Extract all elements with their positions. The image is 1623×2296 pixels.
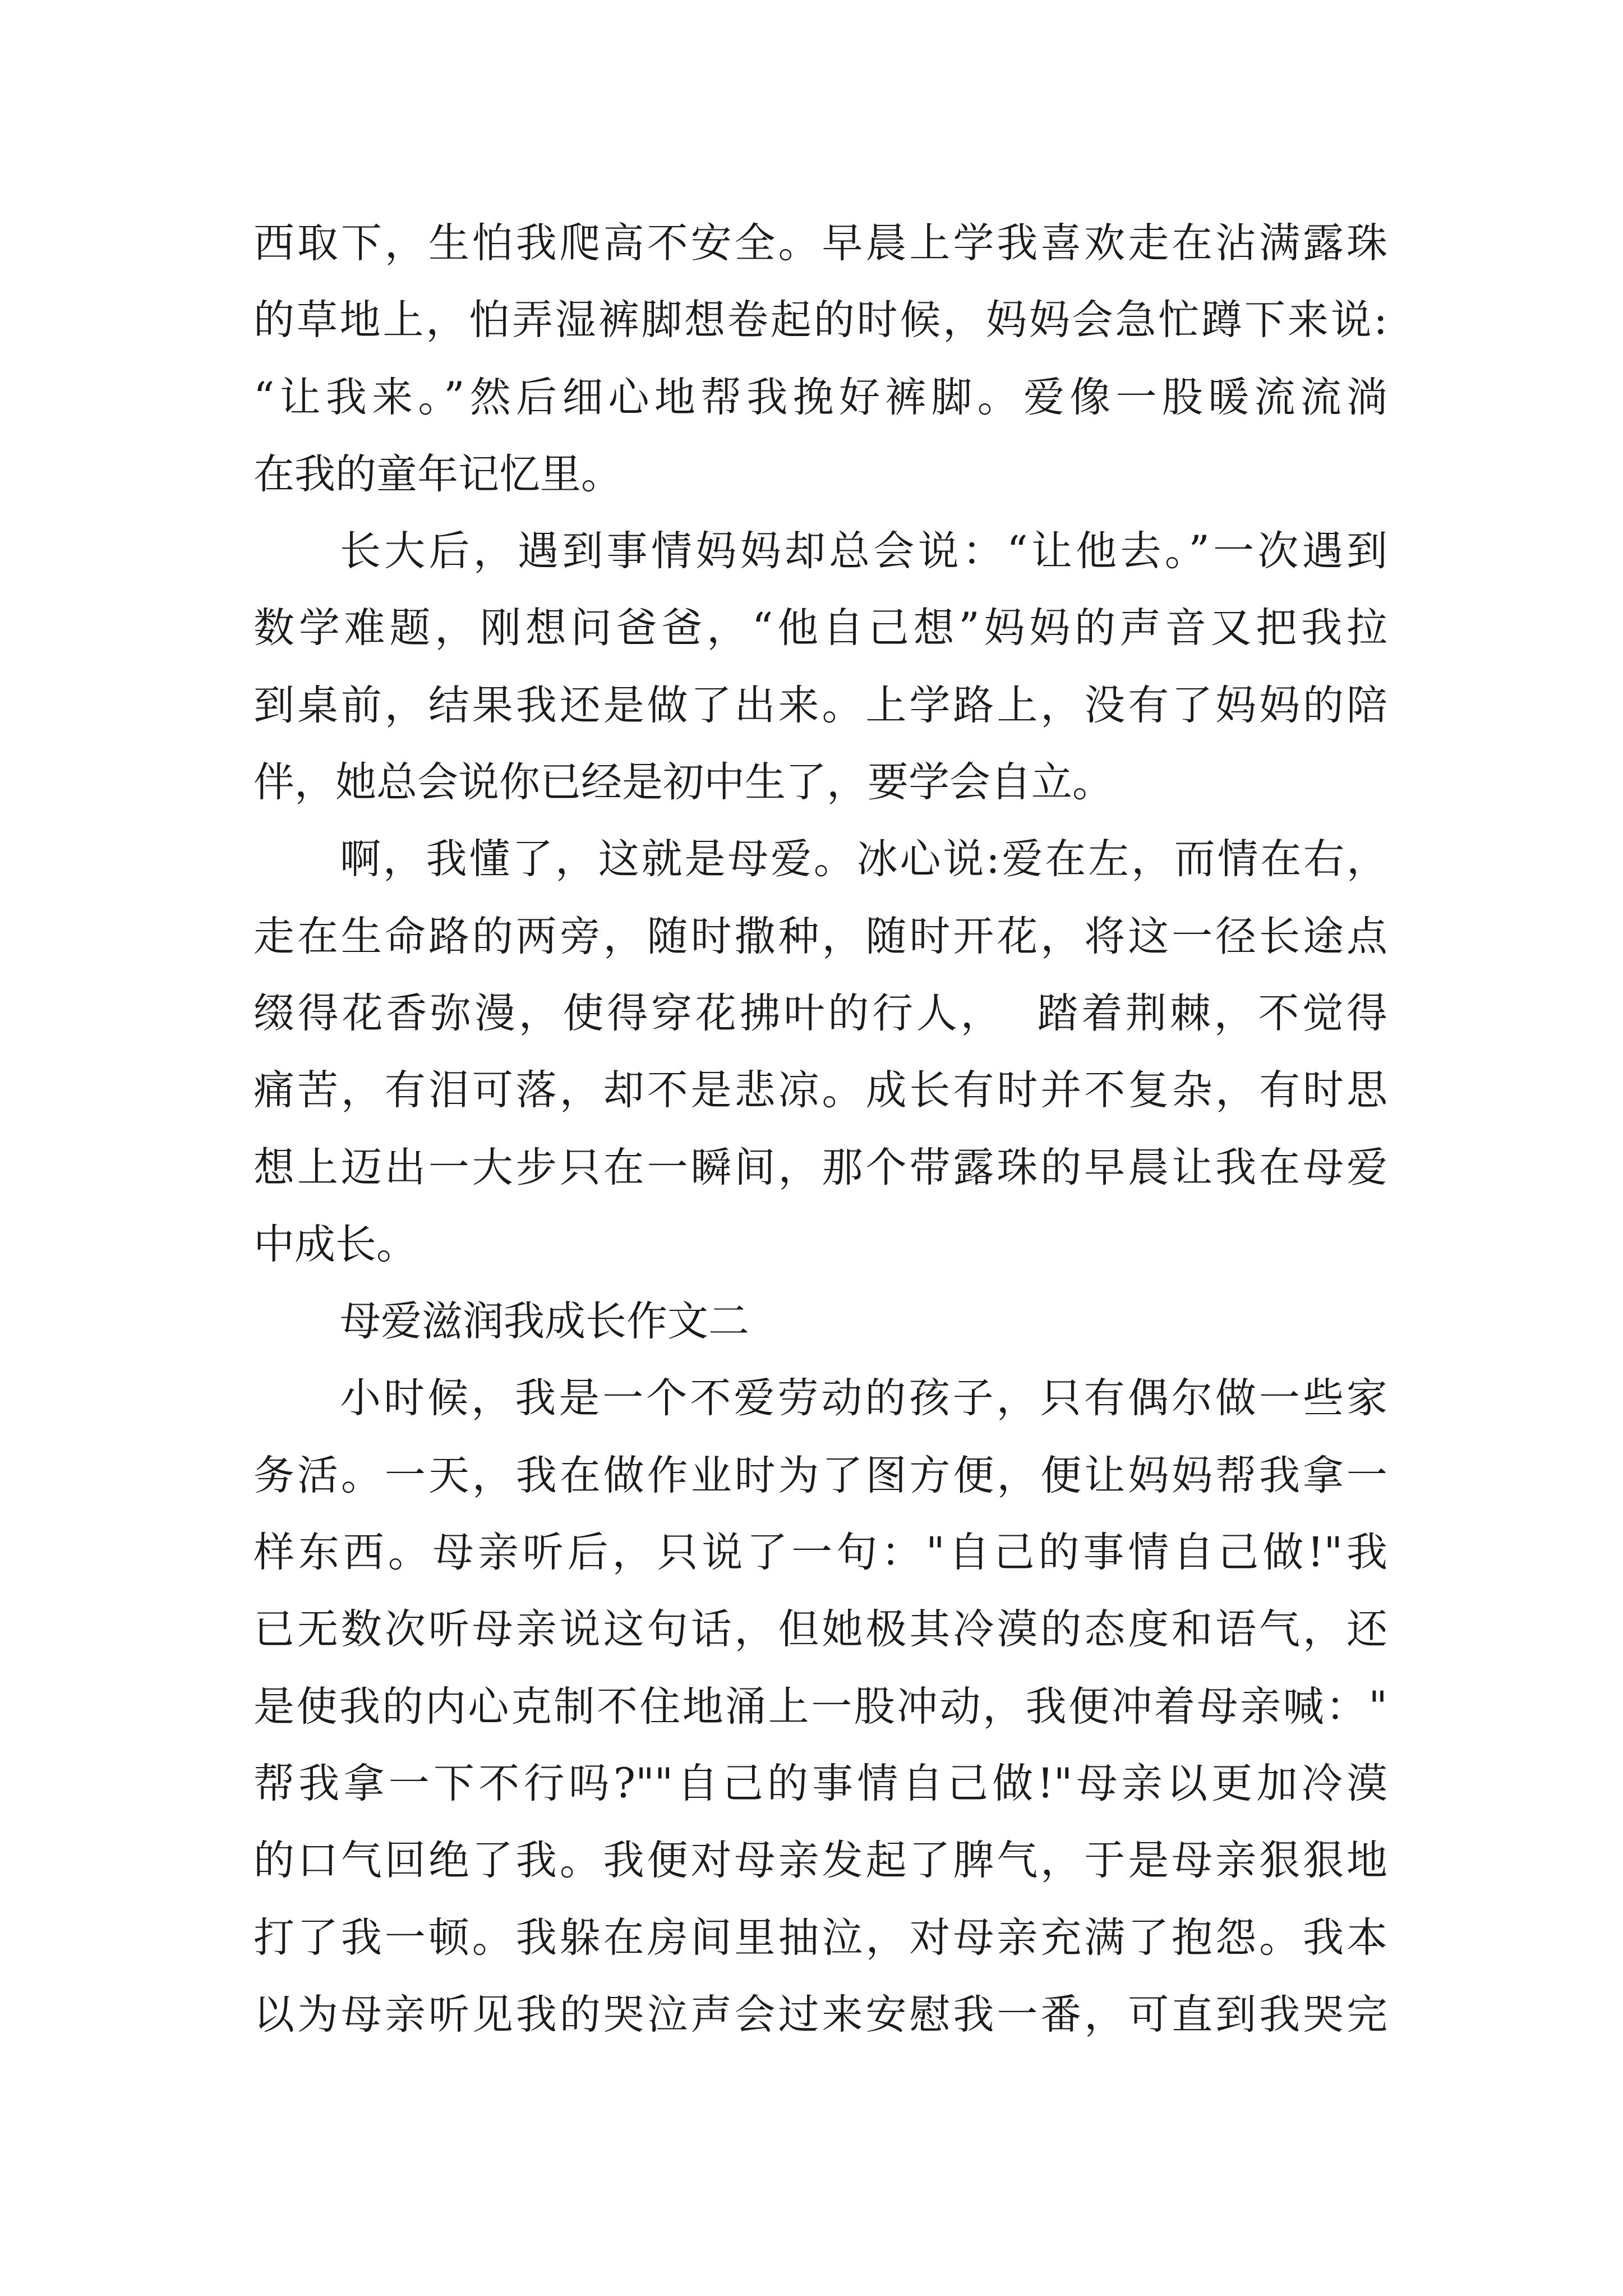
text-line: 想上迈出一大步只在一瞬间，那个带露珠的早晨让我在母爱 bbox=[253, 1143, 1387, 1191]
text-column bbox=[253, 205, 1387, 2053]
text-line: 到桌前，结果我还是做了出来。上学路上，没有了妈妈的陪 bbox=[253, 681, 1387, 729]
text-line: 务活。一天，我在做作业时为了图方便，便让妈妈帮我拿一 bbox=[253, 1451, 1387, 1499]
paragraph bbox=[253, 1360, 1387, 2053]
text-line: 缀得花香弥漫，使得穿花拂叶的行人， 踏着荆棘，不觉得 bbox=[253, 989, 1387, 1037]
text-line: 痛苦，有泪可落，却不是悲凉。成长有时并不复杂，有时思 bbox=[253, 1066, 1387, 1115]
paragraph bbox=[253, 513, 1387, 821]
text-line: 样东西。母亲听后，只说了一句："自己的事情自己做!"我 bbox=[253, 1529, 1387, 1577]
text-line: 的口气回绝了我。我便对母亲发起了脾气，于是母亲狠狠地 bbox=[253, 1837, 1387, 1885]
text-line: 伴，她总会说你已经是初中生了，要学会自立。 bbox=[253, 758, 1113, 807]
text-line: 数学难题，刚想问爸爸，“他自己想”妈妈的声音又把我拉 bbox=[253, 604, 1387, 652]
paragraph bbox=[253, 821, 1387, 1283]
text-line: 西取下，生怕我爬高不安全。早晨上学我喜欢走在沾满露珠 bbox=[253, 219, 1387, 267]
text-line: 啊，我懂了，这就是母爱。冰心说:爱在左，而情在右， bbox=[340, 835, 1387, 884]
text-line: 打了我一顿。我躲在房间里抽泣，对母亲充满了抱怨。我本 bbox=[253, 1913, 1387, 1962]
text-line: 的草地上，怕弄湿裤脚想卷起的时候，妈妈会急忙蹲下来说: bbox=[253, 296, 1387, 344]
text-line: 以为母亲听见我的哭泣声会过来安慰我一番，可直到我哭完 bbox=[253, 1990, 1387, 2039]
text-line: 在我的童年记忆里。 bbox=[253, 450, 622, 498]
text-line: 走在生命路的两旁，随时撒种，随时开花，将这一径长途点 bbox=[253, 912, 1387, 960]
text-line: 是使我的内心克制不住地涌上一股冲动，我便冲着母亲喊：" bbox=[253, 1682, 1387, 1731]
paragraph bbox=[253, 205, 1387, 513]
text-line: 长大后，遇到事情妈妈却总会说：“让他去。”一次遇到 bbox=[340, 527, 1387, 576]
text-line: 已无数次听母亲说这句话，但她极其冷漠的态度和语气，还 bbox=[253, 1605, 1387, 1654]
text-line: “让我来。”然后细心地帮我挽好裤脚。爱像一股暖流流淌 bbox=[253, 373, 1387, 421]
text-line: 小时候，我是一个不爱劳动的孩子，只有偶尔做一些家 bbox=[340, 1374, 1387, 1423]
essay-section-heading bbox=[253, 1283, 1387, 1360]
text-line: 中成长。 bbox=[253, 1220, 417, 1268]
essay-title: 母爱滋润我成长作文二 bbox=[340, 1297, 749, 1346]
text-line: 帮我拿一下不行吗?""自己的事情自己做!"母亲以更加冷漠 bbox=[253, 1759, 1387, 1807]
